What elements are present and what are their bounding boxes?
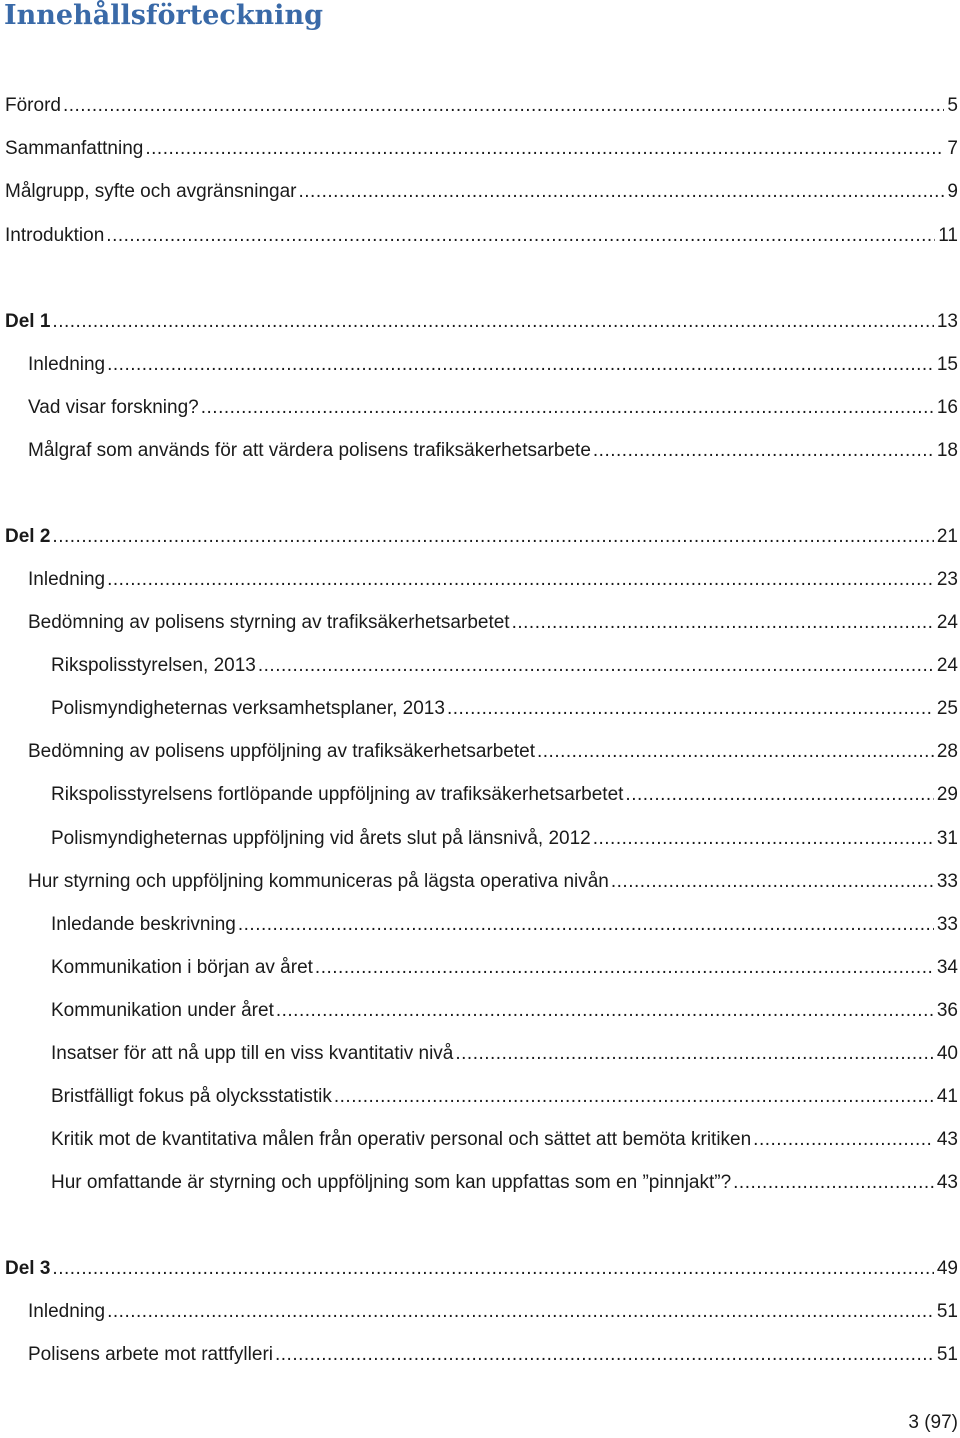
toc-entry-page: 41	[936, 1086, 958, 1107]
toc-entry[interactable]	[28, 565, 958, 595]
toc-entry-page: 11	[938, 225, 958, 246]
toc-entry[interactable]	[28, 737, 958, 767]
toc-leader	[238, 910, 934, 940]
toc-entry-label: Polismyndigheternas verksamhetsplaner, 2013	[51, 698, 445, 719]
toc-leader	[753, 1125, 934, 1155]
toc-entry-label: Rikspolisstyrelsens fortlöpande uppföljning av trafiksäkerhetsarbetet	[51, 784, 624, 805]
toc-entry[interactable]	[5, 1254, 958, 1284]
toc-entry-page: 16	[936, 397, 958, 418]
toc-entry-label: Kommunikation i början av året	[51, 957, 313, 978]
toc-entry[interactable]	[5, 307, 958, 337]
toc-entry[interactable]	[51, 694, 958, 724]
toc-leader	[107, 350, 934, 380]
toc-title: Innehållsförteckning	[4, 0, 323, 31]
toc-entry-label: Vad visar forskning?	[28, 397, 199, 418]
toc-entry-page: 28	[936, 741, 958, 762]
toc-entry[interactable]	[5, 522, 958, 552]
toc-entry-label: Polismyndigheternas uppföljning vid årets slut på länsnivå, 2012	[51, 828, 591, 849]
page-number-footer: 3 (97)	[908, 1412, 958, 1433]
toc-entry-label: Del 2	[5, 526, 51, 547]
toc-entry[interactable]	[51, 1082, 958, 1112]
toc-entry[interactable]	[28, 393, 958, 423]
toc-leader	[611, 867, 934, 897]
toc-entry-label: Insatser för att nå upp till en viss kvantitativ nivå	[51, 1043, 454, 1064]
toc-entry-page: 23	[936, 569, 958, 590]
toc-leader	[593, 436, 934, 466]
toc-leader	[107, 1297, 934, 1327]
toc-entry[interactable]	[51, 824, 958, 854]
toc-entry-label: Bedömning av polisens uppföljning av trafiksäkerhetsarbetet	[28, 741, 535, 762]
toc-entry[interactable]	[51, 910, 958, 940]
toc-entry[interactable]	[51, 1168, 958, 1198]
toc-entry-label: Polisens arbete mot rattfylleri	[28, 1344, 273, 1365]
toc-entry-label: Inledning	[28, 354, 106, 375]
toc-entry-label: Förord	[5, 95, 61, 116]
toc-leader	[299, 177, 945, 207]
toc-leader	[447, 694, 934, 724]
toc-entry-label: Hur omfattande är styrning och uppföljning som kan uppfattas som en ”pinnjakt”?	[51, 1172, 732, 1193]
toc-entry[interactable]	[28, 436, 958, 466]
toc-entry-page: 34	[936, 957, 958, 978]
toc-leader	[276, 996, 934, 1026]
toc-entry-label: Bedömning av polisens styrning av trafiksäkerhetsarbetet	[28, 612, 510, 633]
toc-entry-page: 51	[936, 1301, 958, 1322]
toc-leader	[107, 565, 934, 595]
toc-leader	[52, 307, 933, 337]
toc-leader	[593, 824, 934, 854]
toc-entry-page: 43	[936, 1172, 958, 1193]
toc-entry-label: Kommunikation under året	[51, 1000, 274, 1021]
toc-leader	[201, 393, 934, 423]
toc-entry-page: 25	[936, 698, 958, 719]
toc-entry-page: 21	[936, 526, 958, 547]
toc-entry-label: Rikspolisstyrelsen, 2013	[51, 655, 256, 676]
toc-leader	[63, 91, 944, 121]
toc-entry-page: 5	[947, 95, 958, 116]
toc-entry-label: Inledning	[28, 569, 106, 590]
toc-entry[interactable]	[51, 1125, 958, 1155]
toc-entry-page: 36	[936, 1000, 958, 1021]
toc-entry-label: Sammanfattning	[5, 138, 144, 159]
toc-entry-page: 33	[936, 871, 958, 892]
toc-leader	[334, 1082, 934, 1112]
toc-entry-label: Hur styrning och uppföljning kommuniceras på lägsta operativa nivån	[28, 871, 609, 892]
toc-entry-label: Kritik mot de kvantitativa målen från operativ personal och sättet att bemöta kritiken	[51, 1129, 752, 1150]
toc-entry-page: 13	[936, 311, 958, 332]
toc-entry-page: 24	[936, 612, 958, 633]
toc-leader	[258, 651, 934, 681]
toc-entry-page: 29	[936, 784, 958, 805]
toc-entry[interactable]	[28, 867, 958, 897]
toc-entry-page: 9	[947, 181, 958, 202]
toc-entry-label: Målgraf som används för att värdera polisens trafiksäkerhetsarbete	[28, 440, 591, 461]
toc-entry-page: 40	[936, 1043, 958, 1064]
toc-leader	[537, 737, 934, 767]
toc-entry-label: Inledande beskrivning	[51, 914, 236, 935]
toc-entry[interactable]	[51, 953, 958, 983]
toc-leader	[733, 1168, 934, 1198]
toc-leader	[625, 780, 933, 810]
toc-leader	[106, 221, 935, 251]
toc-entry-page: 7	[947, 138, 958, 159]
toc-entry[interactable]	[51, 996, 958, 1026]
toc-leader	[52, 522, 933, 552]
toc-entry-page: 33	[936, 914, 958, 935]
toc-leader	[315, 953, 934, 983]
toc-entry-label: Bristfälligt fokus på olycksstatistik	[51, 1086, 332, 1107]
toc-entry-page: 31	[936, 828, 958, 849]
toc-entry-label: Del 3	[5, 1258, 51, 1279]
toc-entry[interactable]	[51, 651, 958, 681]
toc-entry-label: Inledning	[28, 1301, 106, 1322]
toc-leader	[52, 1254, 933, 1284]
toc-entry[interactable]	[51, 780, 958, 810]
toc-entry[interactable]	[28, 350, 958, 380]
toc-entry-page: 49	[936, 1258, 958, 1279]
toc-entry[interactable]	[28, 1297, 958, 1327]
toc-entry-page: 24	[936, 655, 958, 676]
toc-entry-label: Del 1	[5, 311, 51, 332]
toc-leader	[145, 134, 944, 164]
toc-entry-page: 51	[936, 1344, 958, 1365]
toc-entry[interactable]	[28, 1340, 958, 1370]
toc-entry[interactable]	[28, 608, 958, 638]
toc-entry-page: 43	[936, 1129, 958, 1150]
toc-entry-label: Målgrupp, syfte och avgränsningar	[5, 181, 297, 202]
toc-leader	[455, 1039, 934, 1069]
toc-entry[interactable]	[5, 134, 958, 164]
toc-leader	[512, 608, 934, 638]
toc-leader	[275, 1340, 934, 1370]
toc-entry-label: Introduktion	[5, 225, 105, 246]
toc-entry-page: 18	[936, 440, 958, 461]
toc-entry-page: 15	[936, 354, 958, 375]
toc-entry[interactable]	[5, 177, 958, 207]
toc-entry[interactable]	[51, 1039, 958, 1069]
toc-entry[interactable]	[5, 221, 958, 251]
toc-entry[interactable]	[5, 91, 958, 121]
